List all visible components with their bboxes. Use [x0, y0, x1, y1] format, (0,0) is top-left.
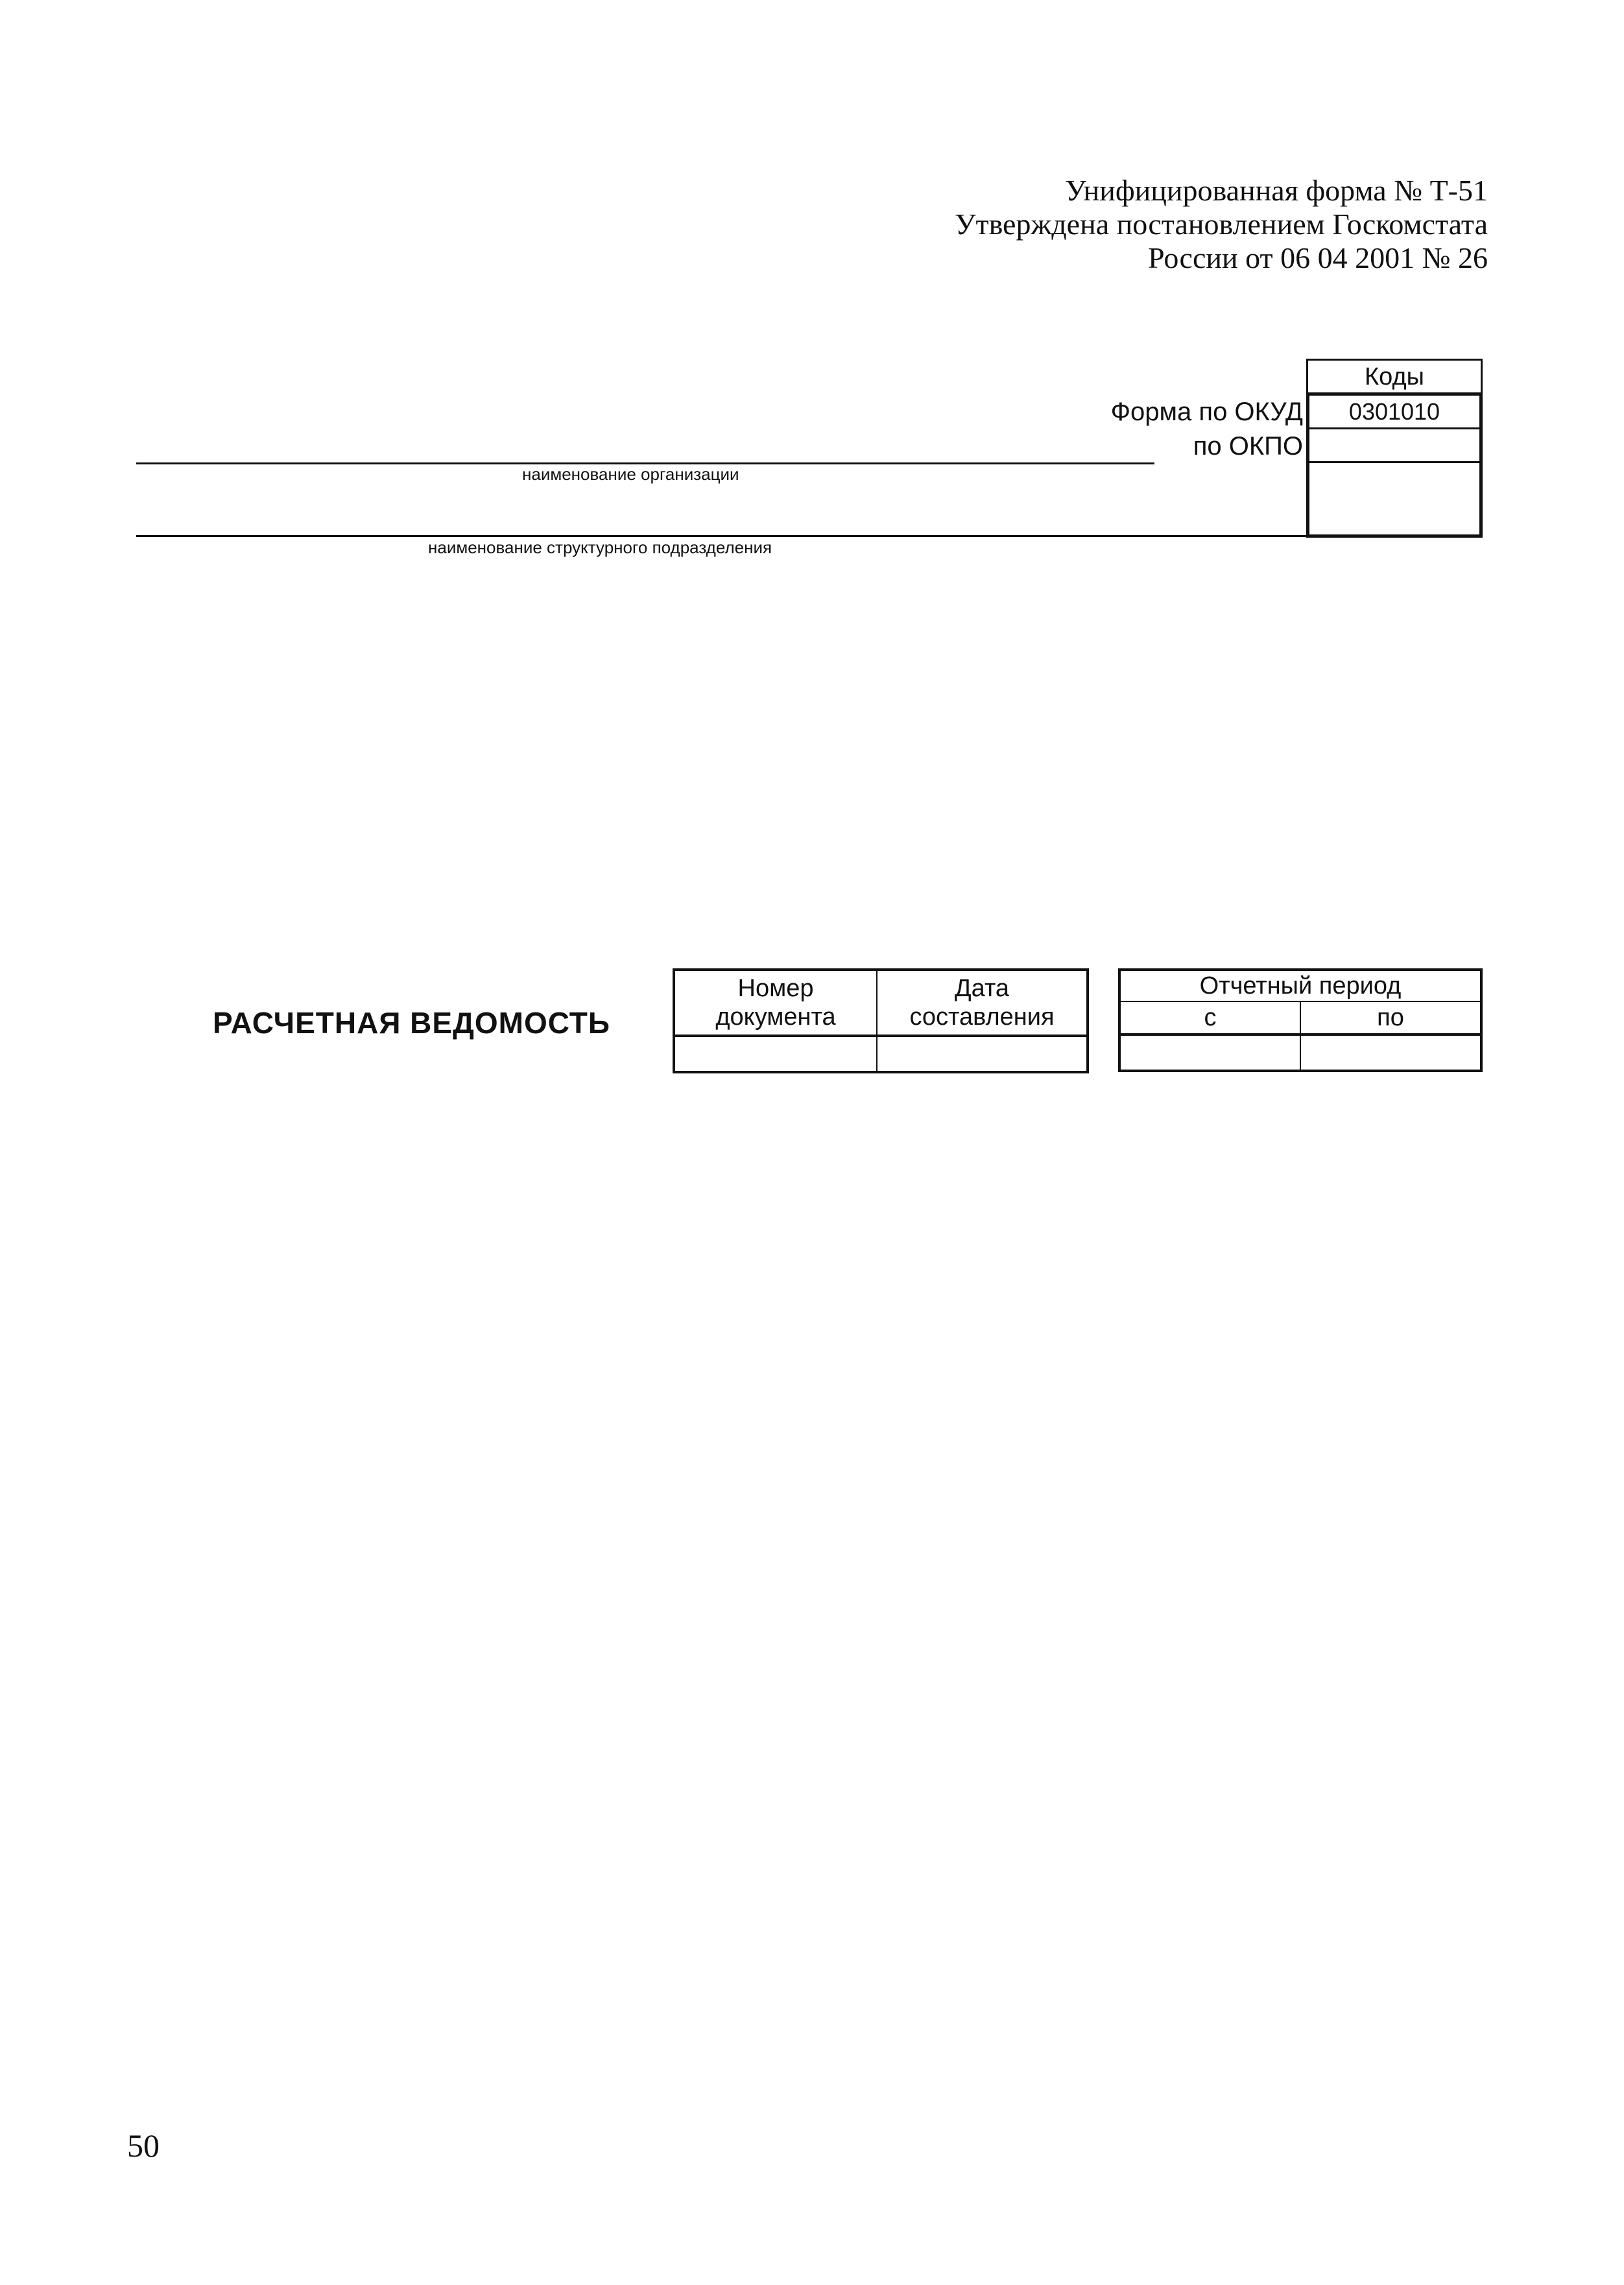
okud-label: Форма по ОКУД — [1110, 398, 1303, 426]
reporting-period-header: Отчетный период — [1119, 970, 1481, 1001]
codes-heading: Коды — [1306, 359, 1483, 394]
approval-line: Утверждена постановлением Госкомстата — [954, 208, 1488, 241]
form-approval-block — [955, 174, 1488, 275]
structural-unit-field[interactable] — [136, 535, 1307, 537]
codes-body — [1306, 392, 1483, 538]
document-number-header: Номер документа — [674, 970, 877, 1036]
document-number-cell[interactable] — [674, 1036, 877, 1072]
approval-date-line: России от 06 04 2001 № 26 — [1147, 241, 1488, 274]
form-number-line: Унифицированная форма № Т-51 — [1065, 174, 1488, 207]
page-number: 50 — [127, 2127, 160, 2164]
compile-date-cell[interactable] — [877, 1036, 1088, 1072]
document-title: РАСЧЕТНАЯ ВЕДОМОСТЬ — [213, 1006, 610, 1040]
structural-unit-caption: наименование структурного подразделения — [428, 538, 772, 557]
period-to-cell[interactable] — [1300, 1035, 1481, 1071]
organization-name-caption: наименование организации — [522, 464, 739, 484]
okpo-label: по ОКПО — [1193, 432, 1303, 461]
okud-code-cell[interactable]: 0301010 — [1309, 396, 1479, 429]
okpo-code-cell[interactable] — [1309, 429, 1479, 463]
codes-table — [1306, 359, 1483, 538]
document-number-date-table — [673, 968, 1089, 1073]
period-from-header: с — [1119, 1001, 1300, 1035]
compile-date-header: Дата составления — [877, 970, 1088, 1036]
period-from-cell[interactable] — [1119, 1035, 1300, 1071]
period-to-header: по — [1300, 1001, 1481, 1035]
reporting-period-table — [1118, 968, 1483, 1072]
